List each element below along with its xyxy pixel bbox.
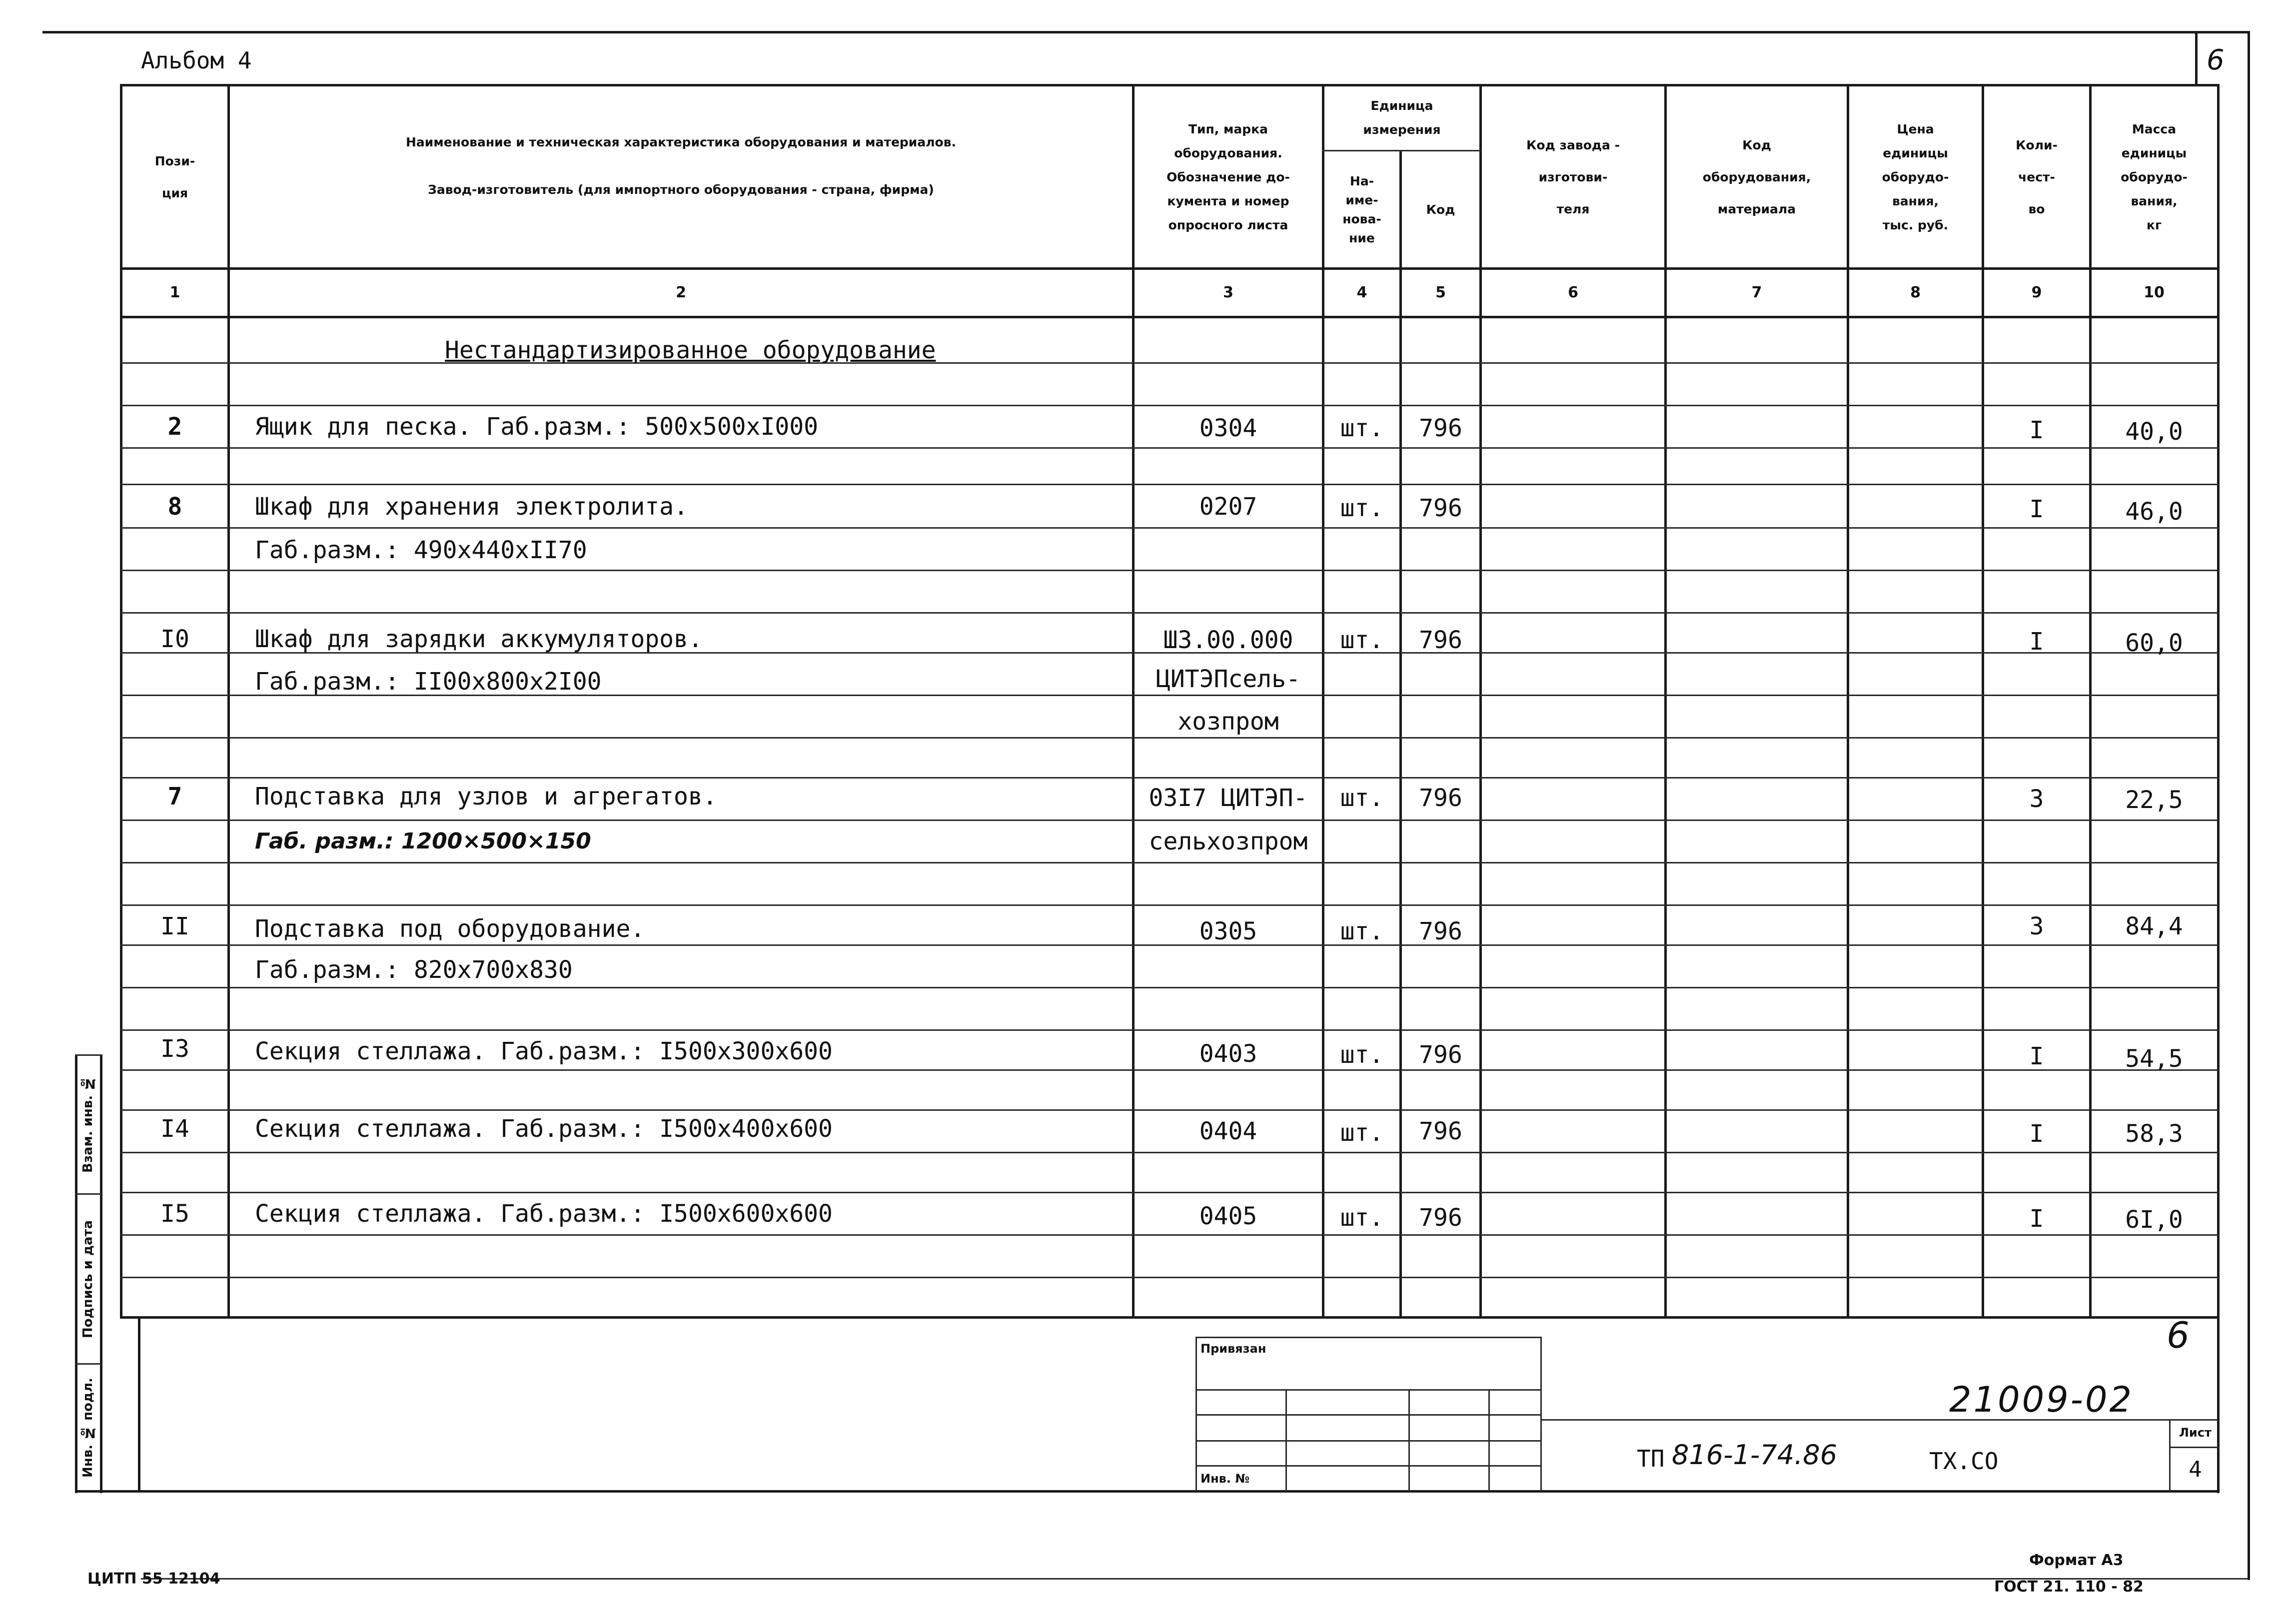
row-code: 796 xyxy=(1419,917,1462,945)
row-code: 796 xyxy=(1419,626,1462,654)
row-name: Подставка под оборудование. xyxy=(255,915,645,943)
row-position: I5 xyxy=(160,1200,189,1228)
row-name-line2: Габ.разм.: II00х800х2I00 xyxy=(255,668,602,696)
doc-prefix: ТП xyxy=(1637,1445,1665,1472)
header-name-line2: Завод-изготовитель (для импортного оборудования - страна, фирма) xyxy=(428,182,934,197)
row-line xyxy=(120,819,2219,821)
colnum-10: 10 xyxy=(2144,284,2165,301)
row-line xyxy=(120,527,2219,529)
row-line xyxy=(120,987,2219,988)
row-code: 796 xyxy=(1419,1204,1462,1232)
row-type: 03I7 ЦИТЭП- xyxy=(1148,784,1308,812)
row-code: 796 xyxy=(1419,1117,1462,1145)
row-name: Секция стеллажа. Габ.разм.: I500х400х600 xyxy=(255,1115,833,1143)
row-line xyxy=(120,570,2219,571)
project-code: 21009-02 xyxy=(1949,1379,2134,1420)
row-line xyxy=(120,1109,2219,1111)
row-type: Ш3.00.000 xyxy=(1163,626,1293,654)
row-line xyxy=(120,1234,2219,1236)
row-line xyxy=(120,405,2219,406)
row-mass: 22,5 xyxy=(2125,786,2183,814)
table-right xyxy=(2217,84,2220,1493)
stamp-vline xyxy=(1285,1389,1287,1492)
row-position: I3 xyxy=(160,1035,189,1063)
row-line xyxy=(120,1029,2219,1031)
row-unit: шт. xyxy=(1340,1041,1384,1069)
row-line xyxy=(120,447,2219,449)
row-line xyxy=(120,862,2219,863)
page-number: 6 xyxy=(2207,44,2225,76)
frame-bottom xyxy=(141,1578,2249,1580)
row-quantity: I xyxy=(2029,628,2044,656)
sheet-box-divider xyxy=(2169,1447,2219,1448)
row-quantity: 3 xyxy=(2029,912,2044,940)
colnum-5: 5 xyxy=(1435,284,1446,301)
row-unit: шт. xyxy=(1340,1204,1384,1232)
sheet-bottom xyxy=(75,1490,2219,1493)
row-name: Секция стеллажа. Габ.разм.: I500х300х600 xyxy=(255,1037,833,1065)
row-name: Подставка для узлов и агрегатов. xyxy=(255,783,717,811)
header-unit-group: Единица измерения xyxy=(1363,98,1441,137)
row-code: 796 xyxy=(1419,414,1462,442)
row-type-line2: сельхозпром xyxy=(1148,827,1308,855)
row-name-line2: Габ.разм.: 820х700х830 xyxy=(255,956,573,984)
row-unit: шт. xyxy=(1340,917,1384,945)
row-position: II xyxy=(160,912,189,940)
side-strip-mid xyxy=(100,1054,102,1493)
row-type: 0305 xyxy=(1199,917,1257,945)
side-label-original-inv: Инв. № подл. xyxy=(80,1378,95,1478)
header-equipment-code: Код оборудования, материала xyxy=(1702,138,1811,216)
row-mass: 58,3 xyxy=(2125,1120,2183,1148)
header-unit-code: Код xyxy=(1426,202,1455,217)
row-line xyxy=(120,904,2219,906)
row-position: 8 xyxy=(167,493,182,521)
side-strip-line xyxy=(75,1363,102,1365)
row-type: 0404 xyxy=(1199,1117,1257,1145)
row-quantity: I xyxy=(2029,1042,2044,1070)
page-box-left xyxy=(2195,31,2198,85)
colnum-2: 2 xyxy=(676,284,686,301)
colnum-8: 8 xyxy=(1910,284,1921,301)
colnum-3: 3 xyxy=(1223,284,1233,301)
row-code: 796 xyxy=(1419,1041,1462,1069)
row-type-line2: ЦИТЭПсель- xyxy=(1156,665,1300,693)
row-type: 0207 xyxy=(1199,493,1257,521)
row-line xyxy=(120,1069,2219,1071)
row-mass: 54,5 xyxy=(2125,1045,2183,1073)
colnum-4: 4 xyxy=(1356,284,1367,301)
row-name-line2: Габ. разм.: 1200×500×150 xyxy=(255,828,591,854)
row-unit: шт. xyxy=(1340,626,1384,654)
side-label-signature-date: Подпись и дата xyxy=(80,1220,95,1339)
row-mass: 6I,0 xyxy=(2125,1206,2183,1234)
stamp-inv-no: Инв. № xyxy=(1200,1472,1250,1486)
row-unit: шт. xyxy=(1340,784,1384,812)
header-mass: Масса единицы оборудо- вания, кг xyxy=(2121,122,2188,232)
doc-number: 816-1-74.86 xyxy=(1672,1439,1837,1471)
row-quantity: I xyxy=(2029,416,2044,444)
side-strip-right xyxy=(138,1316,140,1492)
stamp-privyazan: Привязан xyxy=(1200,1342,1266,1356)
row-unit: шт. xyxy=(1340,1119,1384,1147)
col-line-6 xyxy=(1664,84,1667,1316)
row-quantity: I xyxy=(2029,1120,2044,1148)
stamp-line xyxy=(1195,1337,1540,1338)
table-bottom xyxy=(120,1316,2219,1319)
col-line-1 xyxy=(227,84,230,1316)
row-line xyxy=(120,1277,2219,1278)
frame-top-right xyxy=(2195,31,2250,33)
row-type-line3: хозпром xyxy=(1177,708,1279,736)
header-name-line1: Наименование и техническая характеристика оборудования и материалов. xyxy=(405,135,956,149)
colnum-7: 7 xyxy=(1751,284,1762,301)
header-type: Тип, марка оборудования. Обозначение до- кумента и номер опросного листа xyxy=(1166,122,1290,232)
row-code: 796 xyxy=(1419,494,1462,522)
handwritten-sheet-number: 6 xyxy=(2167,1314,2190,1356)
row-quantity: 3 xyxy=(2029,785,2044,813)
unit-group-divider xyxy=(1322,150,1481,151)
stamp-vline xyxy=(1488,1389,1490,1492)
frame-right xyxy=(2248,31,2250,1580)
col-line-7 xyxy=(1847,84,1849,1316)
row-unit: шт. xyxy=(1340,414,1384,442)
footer-gost: ГОСТ 21. 110 - 82 xyxy=(1994,1578,2144,1596)
header-quantity: Коли- чест- во xyxy=(2016,138,2058,216)
row-mass: 60,0 xyxy=(2125,629,2183,657)
row-mass: 84,4 xyxy=(2125,912,2183,940)
doc-suffix: ТХ.СО xyxy=(1929,1448,1999,1475)
stamp-vline xyxy=(1195,1337,1197,1492)
row-line xyxy=(120,1152,2219,1153)
row-line xyxy=(120,484,2219,485)
row-line xyxy=(120,777,2219,779)
header-position: Пози- ция xyxy=(154,154,195,200)
footer-code: ЦИТП 55 12104 xyxy=(87,1570,220,1588)
sheet-box-left xyxy=(2169,1419,2171,1492)
row-line xyxy=(120,1192,2219,1193)
row-type: 0405 xyxy=(1199,1202,1257,1230)
row-line xyxy=(120,612,2219,614)
frame-top-left xyxy=(42,31,2247,33)
row-line xyxy=(120,737,2219,739)
row-type: 0403 xyxy=(1199,1040,1257,1068)
row-mass: 46,0 xyxy=(2125,498,2183,526)
row-mass: 40,0 xyxy=(2125,418,2183,446)
row-quantity: I xyxy=(2029,1205,2044,1233)
table-top xyxy=(120,84,2219,86)
sheet-value: 4 xyxy=(2189,1457,2202,1482)
album-label: Альбом 4 xyxy=(141,47,252,74)
row-name: Шкаф для зарядки аккумуляторов. xyxy=(255,625,703,653)
header-price: Цена единицы оборудо- вания, тыс. руб. xyxy=(1882,122,1949,232)
colnum-6: 6 xyxy=(1568,284,1578,301)
footer-format: Формат А3 xyxy=(2029,1552,2124,1569)
row-name: Шкаф для хранения электролита. xyxy=(255,493,688,521)
header-plant-code: Код завода - изготови- теля xyxy=(1526,138,1620,216)
row-name: Ящик для песка. Габ.разм.: 500х500хI000 xyxy=(255,413,819,441)
row-name: Секция стеллажа. Габ.разм.: I500х600х600 xyxy=(255,1200,833,1228)
section-title: Нестандартизированное оборудование xyxy=(445,336,936,364)
side-strip-line xyxy=(75,1193,102,1195)
row-position: 7 xyxy=(167,783,182,811)
row-type: 0304 xyxy=(1199,414,1257,442)
stamp-vline xyxy=(1408,1389,1410,1492)
header-unit-name: На- име- нова- ние xyxy=(1342,174,1381,245)
row-line xyxy=(120,362,2219,364)
row-code: 796 xyxy=(1419,784,1462,812)
colnum-9: 9 xyxy=(2031,284,2042,301)
row-position: I0 xyxy=(160,625,189,653)
row-name-line2: Габ.разм.: 490х440хII70 xyxy=(255,536,587,564)
side-label-replaced-inv: Взам. инв. № xyxy=(80,1075,95,1173)
stamp-vline xyxy=(1540,1337,1542,1492)
row-position: I4 xyxy=(160,1115,189,1143)
row-quantity: I xyxy=(2029,495,2044,523)
col-line-5 xyxy=(1479,84,1482,1316)
sheet-label: Лист xyxy=(2179,1426,2212,1440)
row-position: 2 xyxy=(167,413,182,441)
row-unit: шт. xyxy=(1340,494,1384,522)
table-colnum-divider xyxy=(120,316,2219,318)
colnum-1: 1 xyxy=(169,284,180,301)
